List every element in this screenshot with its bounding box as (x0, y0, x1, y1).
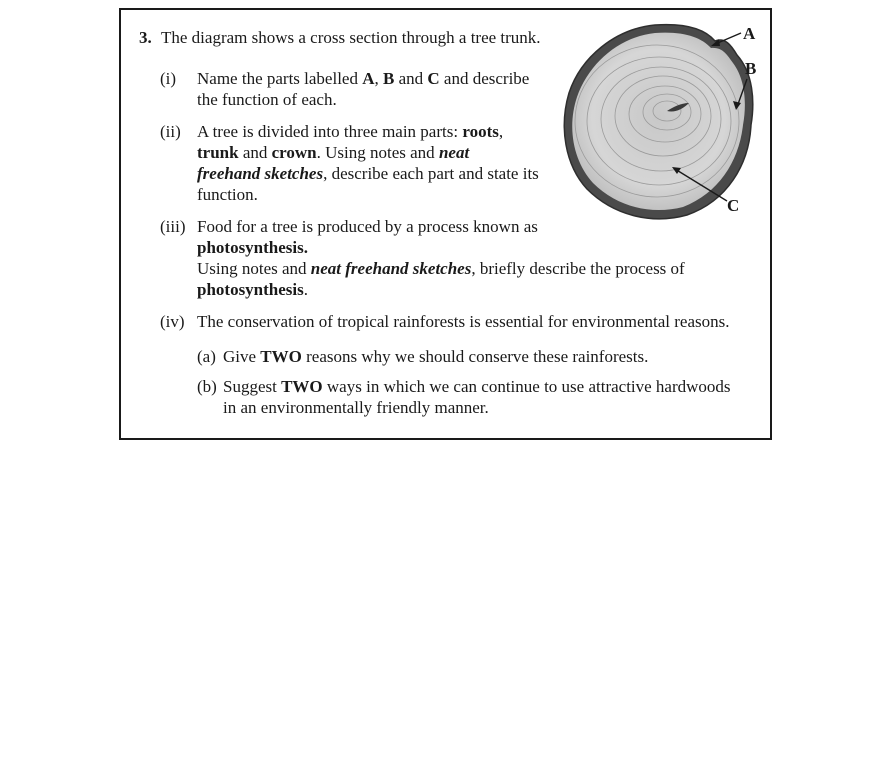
text-run: A tree is divided into three main parts: (197, 122, 463, 141)
text-line (197, 184, 539, 205)
part-ii-text (197, 121, 539, 205)
subpart-b-text (223, 376, 731, 418)
question-stem: The diagram shows a cross section through a tree trunk. (161, 28, 541, 47)
question-number: 3. (139, 28, 152, 47)
bold-italic-text: neat (438, 143, 470, 162)
bold-text: crown (271, 143, 317, 162)
text-line (223, 376, 731, 397)
text-run: . (303, 280, 309, 299)
text-line (197, 121, 539, 142)
text-run: in an environmentally friendly manner. (223, 398, 489, 417)
text-run: Give (223, 347, 261, 366)
text-run: , describe each part and state its (323, 164, 539, 183)
bold-italic-text: neat freehand sketches (310, 259, 472, 278)
bold-text: photosynthesis. (197, 238, 309, 257)
text-line (197, 237, 685, 258)
text-line (197, 311, 730, 332)
text-line (223, 346, 648, 367)
text-run: function. (197, 185, 258, 204)
bold-text: roots (462, 122, 499, 141)
part-i-numeral: (i) (160, 69, 177, 88)
text-run: The conservation of tropical rainforests is essential for environmental reasons. (197, 312, 730, 331)
text-run: and describe (439, 69, 530, 88)
text-run: and (394, 69, 428, 88)
text-line (223, 397, 731, 418)
label-c: C (727, 196, 740, 215)
text-run: , (374, 69, 383, 88)
text-line (197, 279, 685, 300)
text-run: Name the parts labelled (197, 69, 363, 88)
label-a: A (743, 24, 756, 43)
text-run: , briefly describe the process of (471, 259, 685, 278)
bold-text: TWO (260, 347, 302, 366)
subpart-a-letter: (a) (197, 347, 216, 366)
bold-text: TWO (281, 377, 323, 396)
bold-italic-text: freehand sketches (197, 164, 324, 183)
part-iv-numeral: (iv) (160, 312, 185, 331)
text-run: Food for a tree is produced by a process known as (197, 217, 538, 236)
text-run: the function of each. (197, 90, 337, 109)
bold-text: trunk (197, 143, 239, 162)
text-run: ways in which we can continue to use attractive hardwoods (322, 377, 731, 396)
text-line (197, 89, 529, 110)
text-run: . Using notes and (316, 143, 439, 162)
text-line (197, 163, 539, 184)
text-line (197, 142, 539, 163)
bold-text: photosynthesis (197, 280, 304, 299)
bold-text: B (383, 69, 395, 88)
text-run: Suggest (223, 377, 282, 396)
subpart-b-letter: (b) (197, 377, 217, 396)
text-run: reasons why we should conserve these rainforests. (301, 347, 649, 366)
part-ii-numeral: (ii) (160, 122, 181, 141)
tree-trunk-cross-section (555, 15, 775, 230)
bold-text: C (427, 69, 440, 88)
text-line (197, 258, 685, 279)
part-iii-numeral: (iii) (160, 217, 186, 236)
bold-text: A (362, 69, 375, 88)
text-run: , (498, 122, 504, 141)
label-b: B (745, 59, 757, 78)
subpart-a-text (223, 346, 648, 367)
text-run: Using notes and (197, 259, 311, 278)
part-i-text (197, 68, 529, 110)
text-line (197, 68, 529, 89)
text-run: and (238, 143, 272, 162)
part-iv-text (197, 311, 730, 332)
